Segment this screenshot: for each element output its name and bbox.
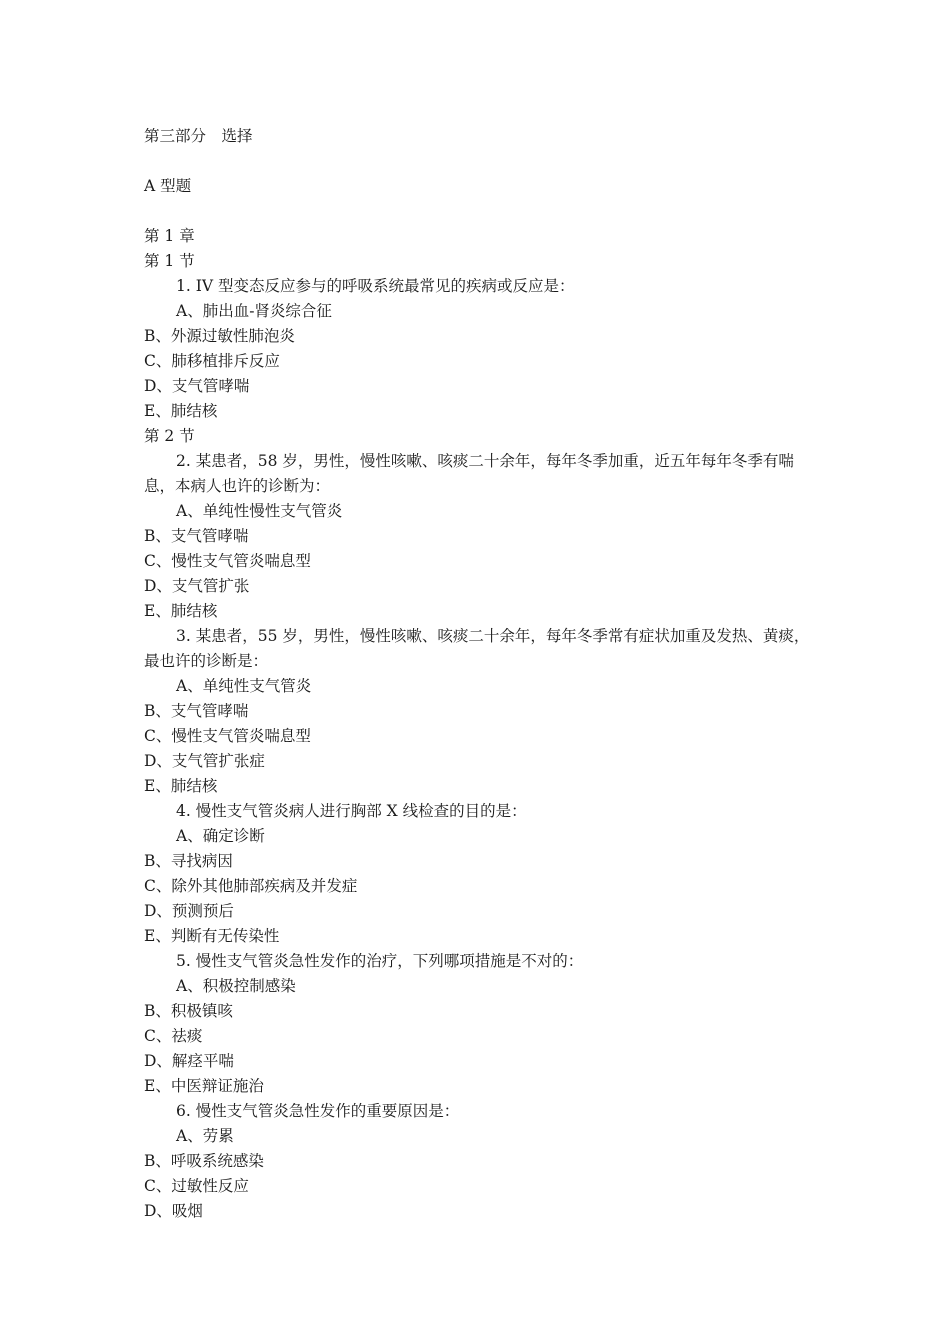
option-e: E、中医辩证施治	[144, 1077, 264, 1095]
question-stem: 3. 某患者，55 岁，男性，慢性咳嗽、咳痰二十余年，每年冬季常有症状加重及发热、黄痰，最也许的诊断是：	[144, 627, 810, 670]
question-type-title: A 型题	[144, 177, 192, 195]
option-e: E、肺结核	[144, 602, 218, 620]
option-c: C、过敏性反应	[144, 1177, 249, 1195]
option-b: B、积极镇咳	[144, 1002, 233, 1020]
option-b: B、外源过敏性肺泡炎	[144, 327, 295, 345]
question-stem: 2. 某患者，58 岁，男性，慢性咳嗽、咳痰二十余年，每年冬季加重，近五年每年冬季有喘息，本病人也许的诊断为：	[144, 452, 794, 495]
option-a: A、确定诊断	[176, 827, 265, 845]
option-d: D、支气管扩张症	[144, 752, 265, 770]
document-page	[144, 124, 810, 1224]
option-c: C、祛痰	[144, 1027, 203, 1045]
question-stem: 4. 慢性支气管炎病人进行胸部 X 线检查的目的是：	[176, 802, 527, 820]
option-b: B、呼吸系统感染	[144, 1152, 264, 1170]
chapter-title: 第 1 章	[144, 227, 195, 245]
option-e: E、肺结核	[144, 402, 218, 420]
part-title: 第三部分 选择	[144, 127, 253, 145]
option-a: A、单纯性慢性支气管炎	[176, 502, 343, 520]
option-c: C、肺移植排斥反应	[144, 352, 280, 370]
option-d: D、吸烟	[144, 1202, 203, 1220]
option-a: A、肺出血-肾炎综合征	[176, 302, 332, 320]
option-b: B、支气管哮喘	[144, 527, 249, 545]
question-stem: 5. 慢性支气管炎急性发作的治疗，下列哪项措施是不对的：	[176, 952, 584, 970]
option-d: D、支气管扩张	[144, 577, 250, 595]
option-e: E、肺结核	[144, 777, 218, 795]
blank-line	[144, 199, 810, 224]
option-d: D、预测预后	[144, 902, 234, 920]
option-b: B、寻找病因	[144, 852, 233, 870]
option-b: B、支气管哮喘	[144, 702, 249, 720]
option-a: A、积极控制感染	[176, 977, 296, 995]
question-stem: 1. IV 型变态反应参与的呼吸系统最常见的疾病或反应是：	[176, 277, 575, 295]
option-e: E、判断有无传染性	[144, 927, 280, 945]
option-c: C、慢性支气管炎喘息型	[144, 552, 311, 570]
option-d: D、支气管哮喘	[144, 377, 250, 395]
section-title: 第 1 节	[144, 252, 195, 270]
option-c: C、除外其他肺部疾病及并发症	[144, 877, 358, 895]
option-a: A、劳累	[176, 1127, 234, 1145]
option-a: A、单纯性支气管炎	[176, 677, 312, 695]
section-title: 第 2 节	[144, 427, 195, 445]
option-c: C、慢性支气管炎喘息型	[144, 727, 311, 745]
blank-line	[144, 149, 810, 174]
question-stem: 6. 慢性支气管炎急性发作的重要原因是：	[176, 1102, 460, 1120]
option-d: D、解痉平喘	[144, 1052, 234, 1070]
